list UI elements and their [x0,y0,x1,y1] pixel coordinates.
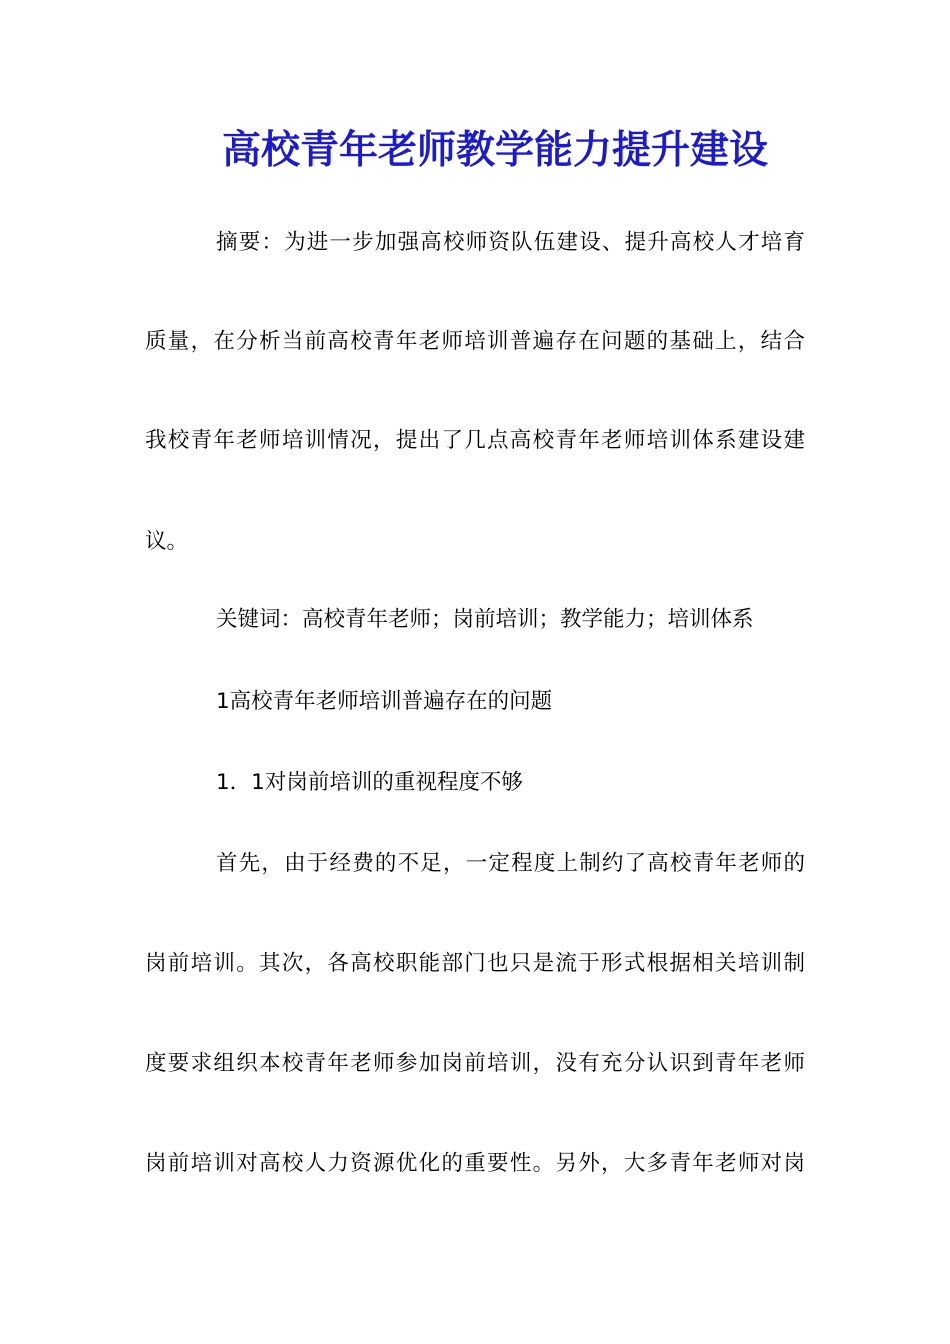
abstract-line: 议。 [145,529,189,554]
document-title: 高校青年老师教学能力提升建设 [221,127,768,173]
body-line: 岗前培训。其次，各高校职能部门也只是流于形式根据相关培训制 [145,951,805,976]
body-line: 首先，由于经费的不足，一定程度上制约了高校青年老师的 [216,851,805,876]
abstract-line: 我校青年老师培训情况，提出了几点高校青年老师培训体系建设建 [145,428,805,453]
subsection-heading: 1．1对岗前培训的重视程度不够 [216,770,523,795]
body-line: 岗前培训对高校人力资源优化的重要性。另外，大多青年老师对岗 [145,1151,805,1176]
abstract-line: 摘要：为进一步加强高校师资队伍建设、提升高校人才培育 [216,230,805,255]
section-heading: 1高校青年老师培训普遍存在的问题 [216,689,553,714]
body-line: 度要求组织本校青年老师参加岗前培训，没有充分认识到青年老师 [145,1051,805,1076]
keywords-line: 关键词：高校青年老师；岗前培训；教学能力；培训体系 [216,607,754,632]
abstract-line: 质量，在分析当前高校青年老师培训普遍存在问题的基础上，结合 [145,329,805,354]
